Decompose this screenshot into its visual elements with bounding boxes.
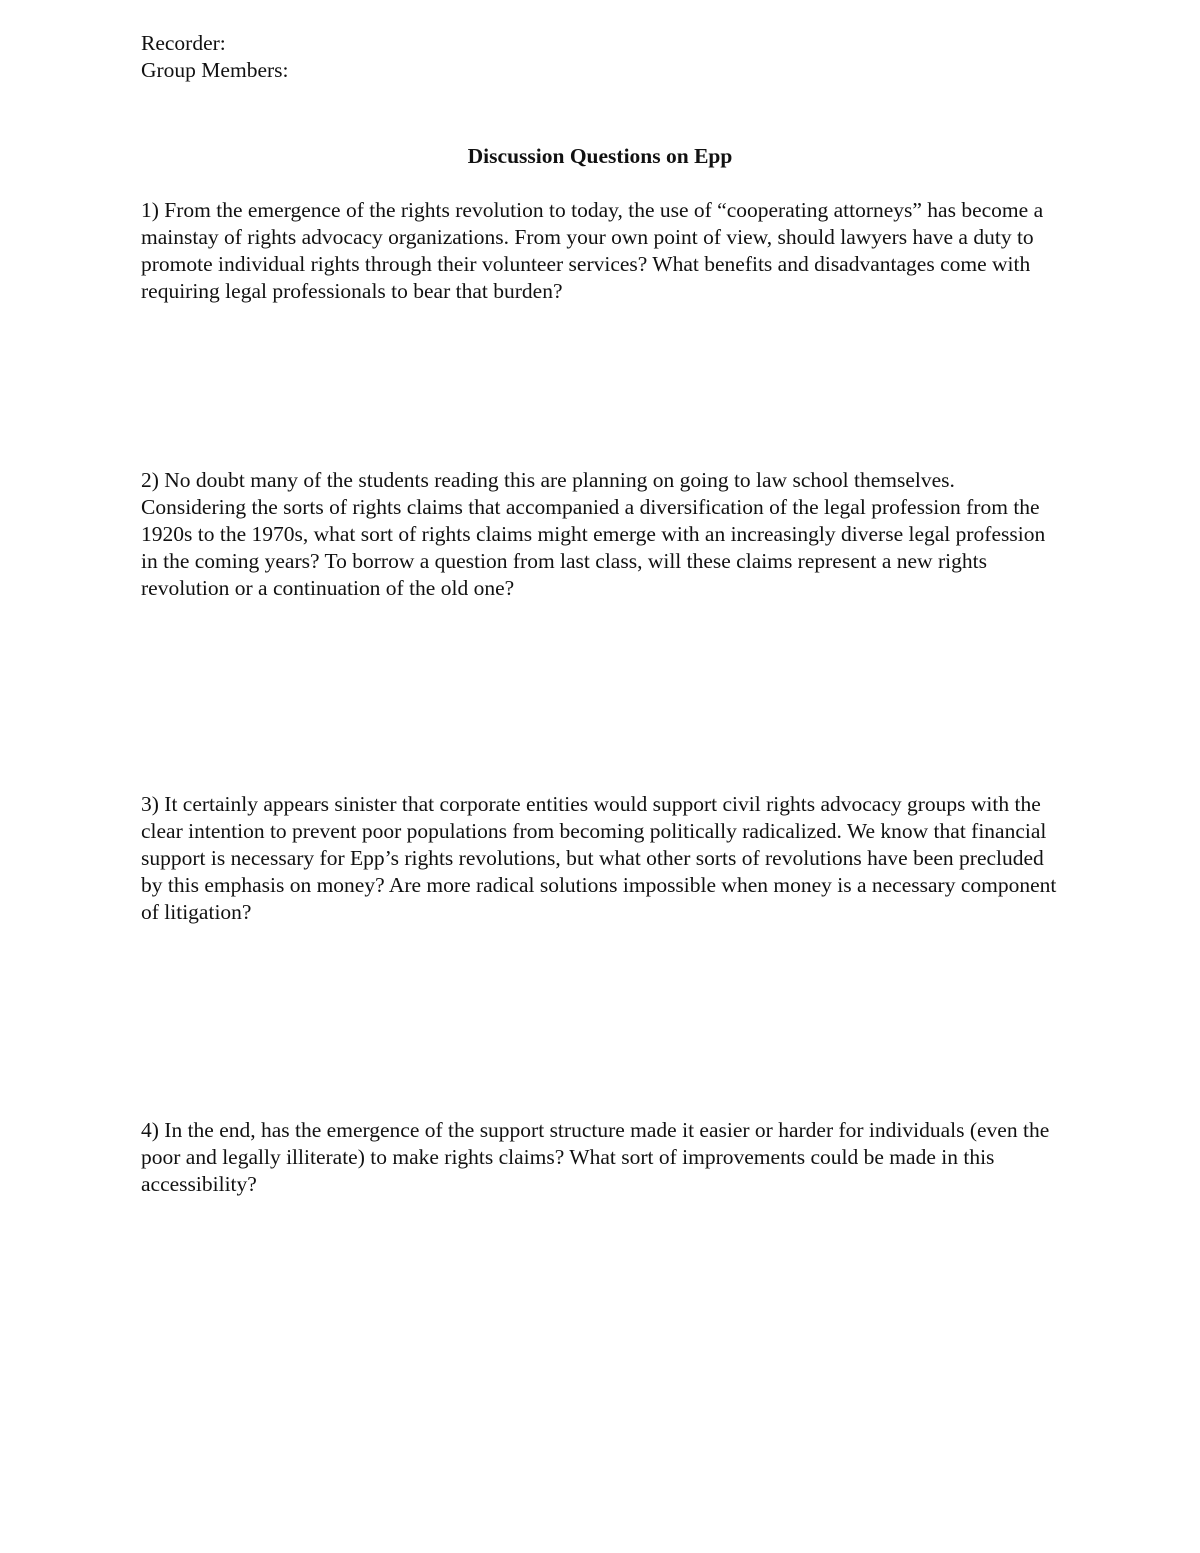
question-2: 2) No doubt many of the students reading this are planning on going to law school themselves. Considering the sorts of rights claims that accompanied a diversification of the legal profession from the 1920s to the 1970s, what sort of rights claims might emerge with an increasingly diverse legal profession in the coming years? To borrow a question from last class, will these claims represent a new rights revolution or a continuation of the old one? <box>141 468 1046 600</box>
question-4: 4) In the end, has the emergence of the support structure made it easier or harder for individuals (even the poor and legally illiterate) to make rights claims? What sort of improvements could be made in this accessibility? <box>141 1118 1050 1196</box>
group-members-label: Group Members: <box>141 58 289 82</box>
question-3: 3) It certainly appears sinister that corporate entities would support civil rights advocacy groups with the clear intention to prevent poor populations from becoming politically radicalized. We know that financial support is necessary for Epp’s rights revolutions, but what other sorts of revolutions have been precluded by this emphasis on money? Are more radical solutions impossible when money is a necessary component of litigation? <box>141 792 1057 924</box>
question-1: 1) From the emergence of the rights revolution to today, the use of “cooperating attorneys” has become a mainstay of rights advocacy organizations. From your own point of view, should lawyers have a duty to promote individual rights through their volunteer services? What benefits and disadvantages come with requiring legal professionals to bear that burden? <box>141 198 1044 303</box>
header-block <box>141 30 1061 84</box>
page-title: Discussion Questions on Epp <box>467 144 733 168</box>
recorder-label: Recorder: <box>141 31 226 55</box>
